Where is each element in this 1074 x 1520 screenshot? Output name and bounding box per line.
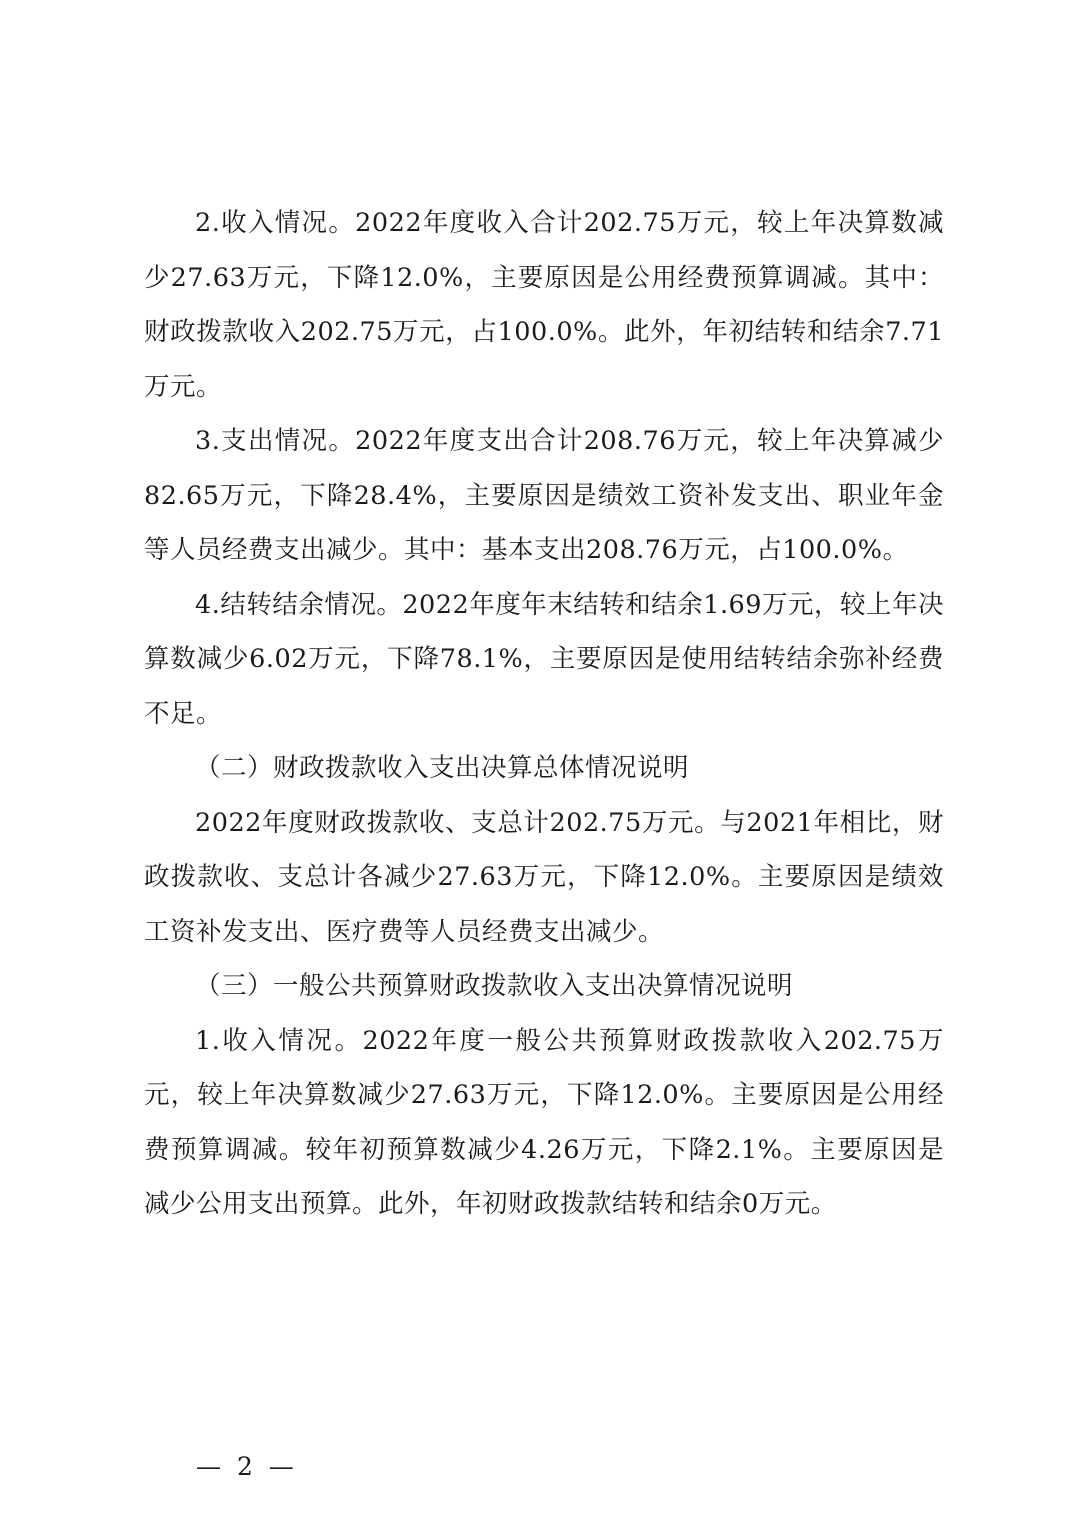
page-number: — 2 — [196, 1452, 298, 1481]
paragraph-expenditure: 3.支出情况。2022年度支出合计208.76万元，较上年决算减少82.65万元，下降28.4%，主要原因是绩效工资补发支出、职业年金等人员经费支出减少。其中：基本支出208.76万元，占100.0%。 [144, 426, 944, 565]
document-body [144, 196, 944, 1232]
paragraph-fiscal-total: 2022年度财政拨款收、支总计202.75万元。与2021年相比，财政拨款收、支总计各减少27.63万元，下降12.0%。主要原因是绩效工资补发支出、医疗费等人员经费支出减少。 [144, 807, 944, 947]
paragraph-income: 2.收入情况。2022年度收入合计202.75万元，较上年决算数减少27.63万元，下降12.0%，主要原因是公用经费预算调减。其中：财政拨款收入202.75万元，占100.0%。此外，年初结转和结余7.71万元。 [144, 208, 944, 402]
paragraph-carryover: 4.结转结余情况。2022年度年末结转和结余1.69万元，较上年决算数减少6.02万元，下降78.1%，主要原因是使用结转结余弥补经费不足。 [144, 589, 945, 729]
section-heading-3: （三）一般公共预算财政拨款收入支出决算情况说明 [195, 971, 794, 1001]
paragraph-general-budget-income: 1.收入情况。2022年度一般公共预算财政拨款收入202.75万元，较上年决算数减少27.63万元，下降12.0%。主要原因是公用经费预算调减。较年初预算数减少4.26万元，下降2.1%。主要原因是减少公用支出预算。此外，年初财政拨款结转和结余0万元。 [144, 1025, 944, 1219]
section-heading-2: （二）财政拨款收入支出决算总体情况说明 [195, 753, 690, 783]
